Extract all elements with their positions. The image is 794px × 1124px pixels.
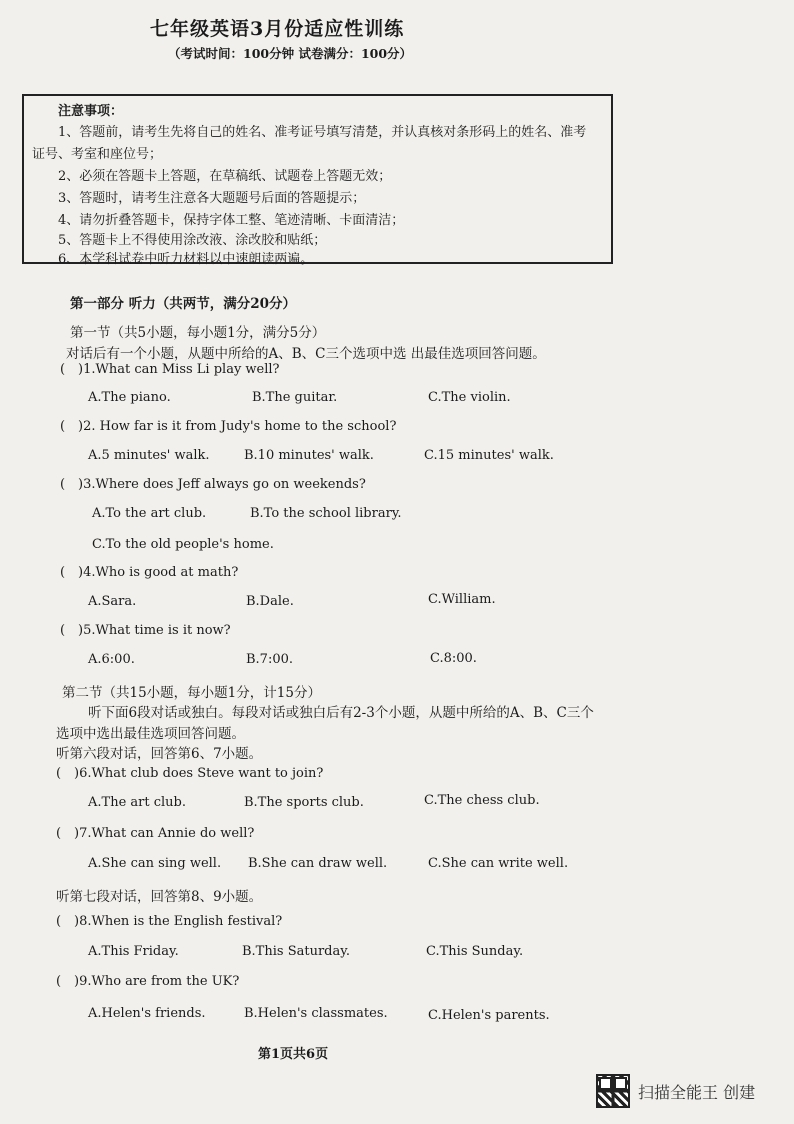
option-b: B.The guitar. <box>252 390 338 405</box>
option-a: A.Sara. <box>88 594 137 609</box>
notice-item: 证号、考室和座位号； <box>32 147 163 162</box>
option-a: A.Helen's friends. <box>88 1006 206 1021</box>
option-c: C.Helen's parents. <box>428 1008 550 1023</box>
question-3: ( )3.Where does Jeff always go on weekends? <box>60 477 366 492</box>
option-a: A.The art club. <box>88 795 186 810</box>
option-a: A.She can sing well. <box>88 856 222 871</box>
option-b: B.To the school library. <box>250 506 402 521</box>
question-7: ( )7.What can Annie do well? <box>56 826 255 841</box>
option-c: C.The violin. <box>428 390 511 405</box>
notice-item: 3、答题时，请考生注意各大题题号后面的答题提示； <box>58 191 366 206</box>
option-c: C.The chess club. <box>424 793 540 808</box>
option-b: B.The sports club. <box>244 795 364 810</box>
section2-instructions: 听下面6段对话或独白。每段对话或独白后有2-3个小题，从题中所给的A、B、C三个 <box>88 705 594 721</box>
question-8: ( )8.When is the English festival? <box>56 914 283 929</box>
notice-item: 1、答题前，请考生先将自己的姓名、准考证号填写清楚，并认真核对条形码上的姓名、准考 <box>58 125 587 140</box>
option-a: A.5 minutes' walk. <box>88 448 210 463</box>
option-c: C.15 minutes' walk. <box>424 448 554 463</box>
option-b: B.7:00. <box>246 652 294 667</box>
notice-box <box>22 94 613 267</box>
dialog6-instructions: 听第六段对话，回答第6、7小题。 <box>56 746 263 762</box>
scanner-watermark <box>596 1074 755 1108</box>
option-a: A.6:00. <box>88 652 135 667</box>
option-a: A.To the art club. <box>92 506 207 521</box>
option-b: B.She can draw well. <box>248 856 388 871</box>
option-c: C.8:00. <box>430 651 477 666</box>
option-c: C.This Sunday. <box>426 944 524 959</box>
dialog7-instructions: 听第七段对话，回答第8、9小题。 <box>56 889 263 905</box>
option-b: B.Dale. <box>246 594 294 609</box>
part1-title: 第一部分 听力（共两节，满分20分） <box>70 296 296 312</box>
section2-title: 第二节（共15小题，每小题1分，计15分） <box>62 685 321 701</box>
option-c: C.She can write well. <box>428 856 569 871</box>
question-6: ( )6.What club does Steve want to join? <box>56 766 324 781</box>
option-a: A.The piano. <box>88 390 171 405</box>
question-2: ( )2. How far is it from Judy's home to the school? <box>60 419 397 434</box>
page-footer: 第1页共6页 <box>258 1047 329 1062</box>
option-b: B.This Saturday. <box>242 944 350 959</box>
question-1: ( )1.What can Miss Li play well? <box>60 362 280 377</box>
question-9: ( )9.Who are from the UK? <box>56 974 240 989</box>
option-b: B.10 minutes' walk. <box>244 448 374 463</box>
notice-item: 5、答题卡上不得使用涂改液、涂改胶和贴纸； <box>58 233 327 248</box>
notice-item: 4、请勿折叠答题卡，保持字体工整、笔迹清晰、卡面清洁； <box>58 213 405 228</box>
page-title: 七年级英语3月份适应性训练 <box>150 18 405 40</box>
section1-instructions: 对话后有一个小题，从题中所给的A、B、C三个选项中选 出最佳选项回答问题。 <box>66 346 546 362</box>
exam-info: （考试时间：100分钟 试卷满分：100分） <box>168 46 413 61</box>
option-c: C.To the old people's home. <box>92 537 274 552</box>
notice-item: 2、必须在答题卡上答题，在草稿纸、试题卷上答题无效； <box>58 169 392 184</box>
question-5: ( )5.What time is it now? <box>60 623 231 638</box>
option-a: A.This Friday. <box>88 944 179 959</box>
question-4: ( )4.Who is good at math? <box>60 565 239 580</box>
qr-code-icon <box>596 1074 630 1108</box>
option-b: B.Helen's classmates. <box>244 1006 388 1021</box>
section2-instructions-cont: 选项中选出最佳选项回答问题。 <box>56 726 245 742</box>
option-c: C.William. <box>428 592 496 607</box>
watermark-text: 扫描全能王 创建 <box>638 1082 756 1102</box>
notice-item: 6、本学科试卷中听力材料以中速朗读两遍。 <box>58 252 314 267</box>
section1-title: 第一节（共5小题，每小题1分，满分5分） <box>70 325 326 341</box>
notice-heading: 注意事项： <box>58 104 124 119</box>
